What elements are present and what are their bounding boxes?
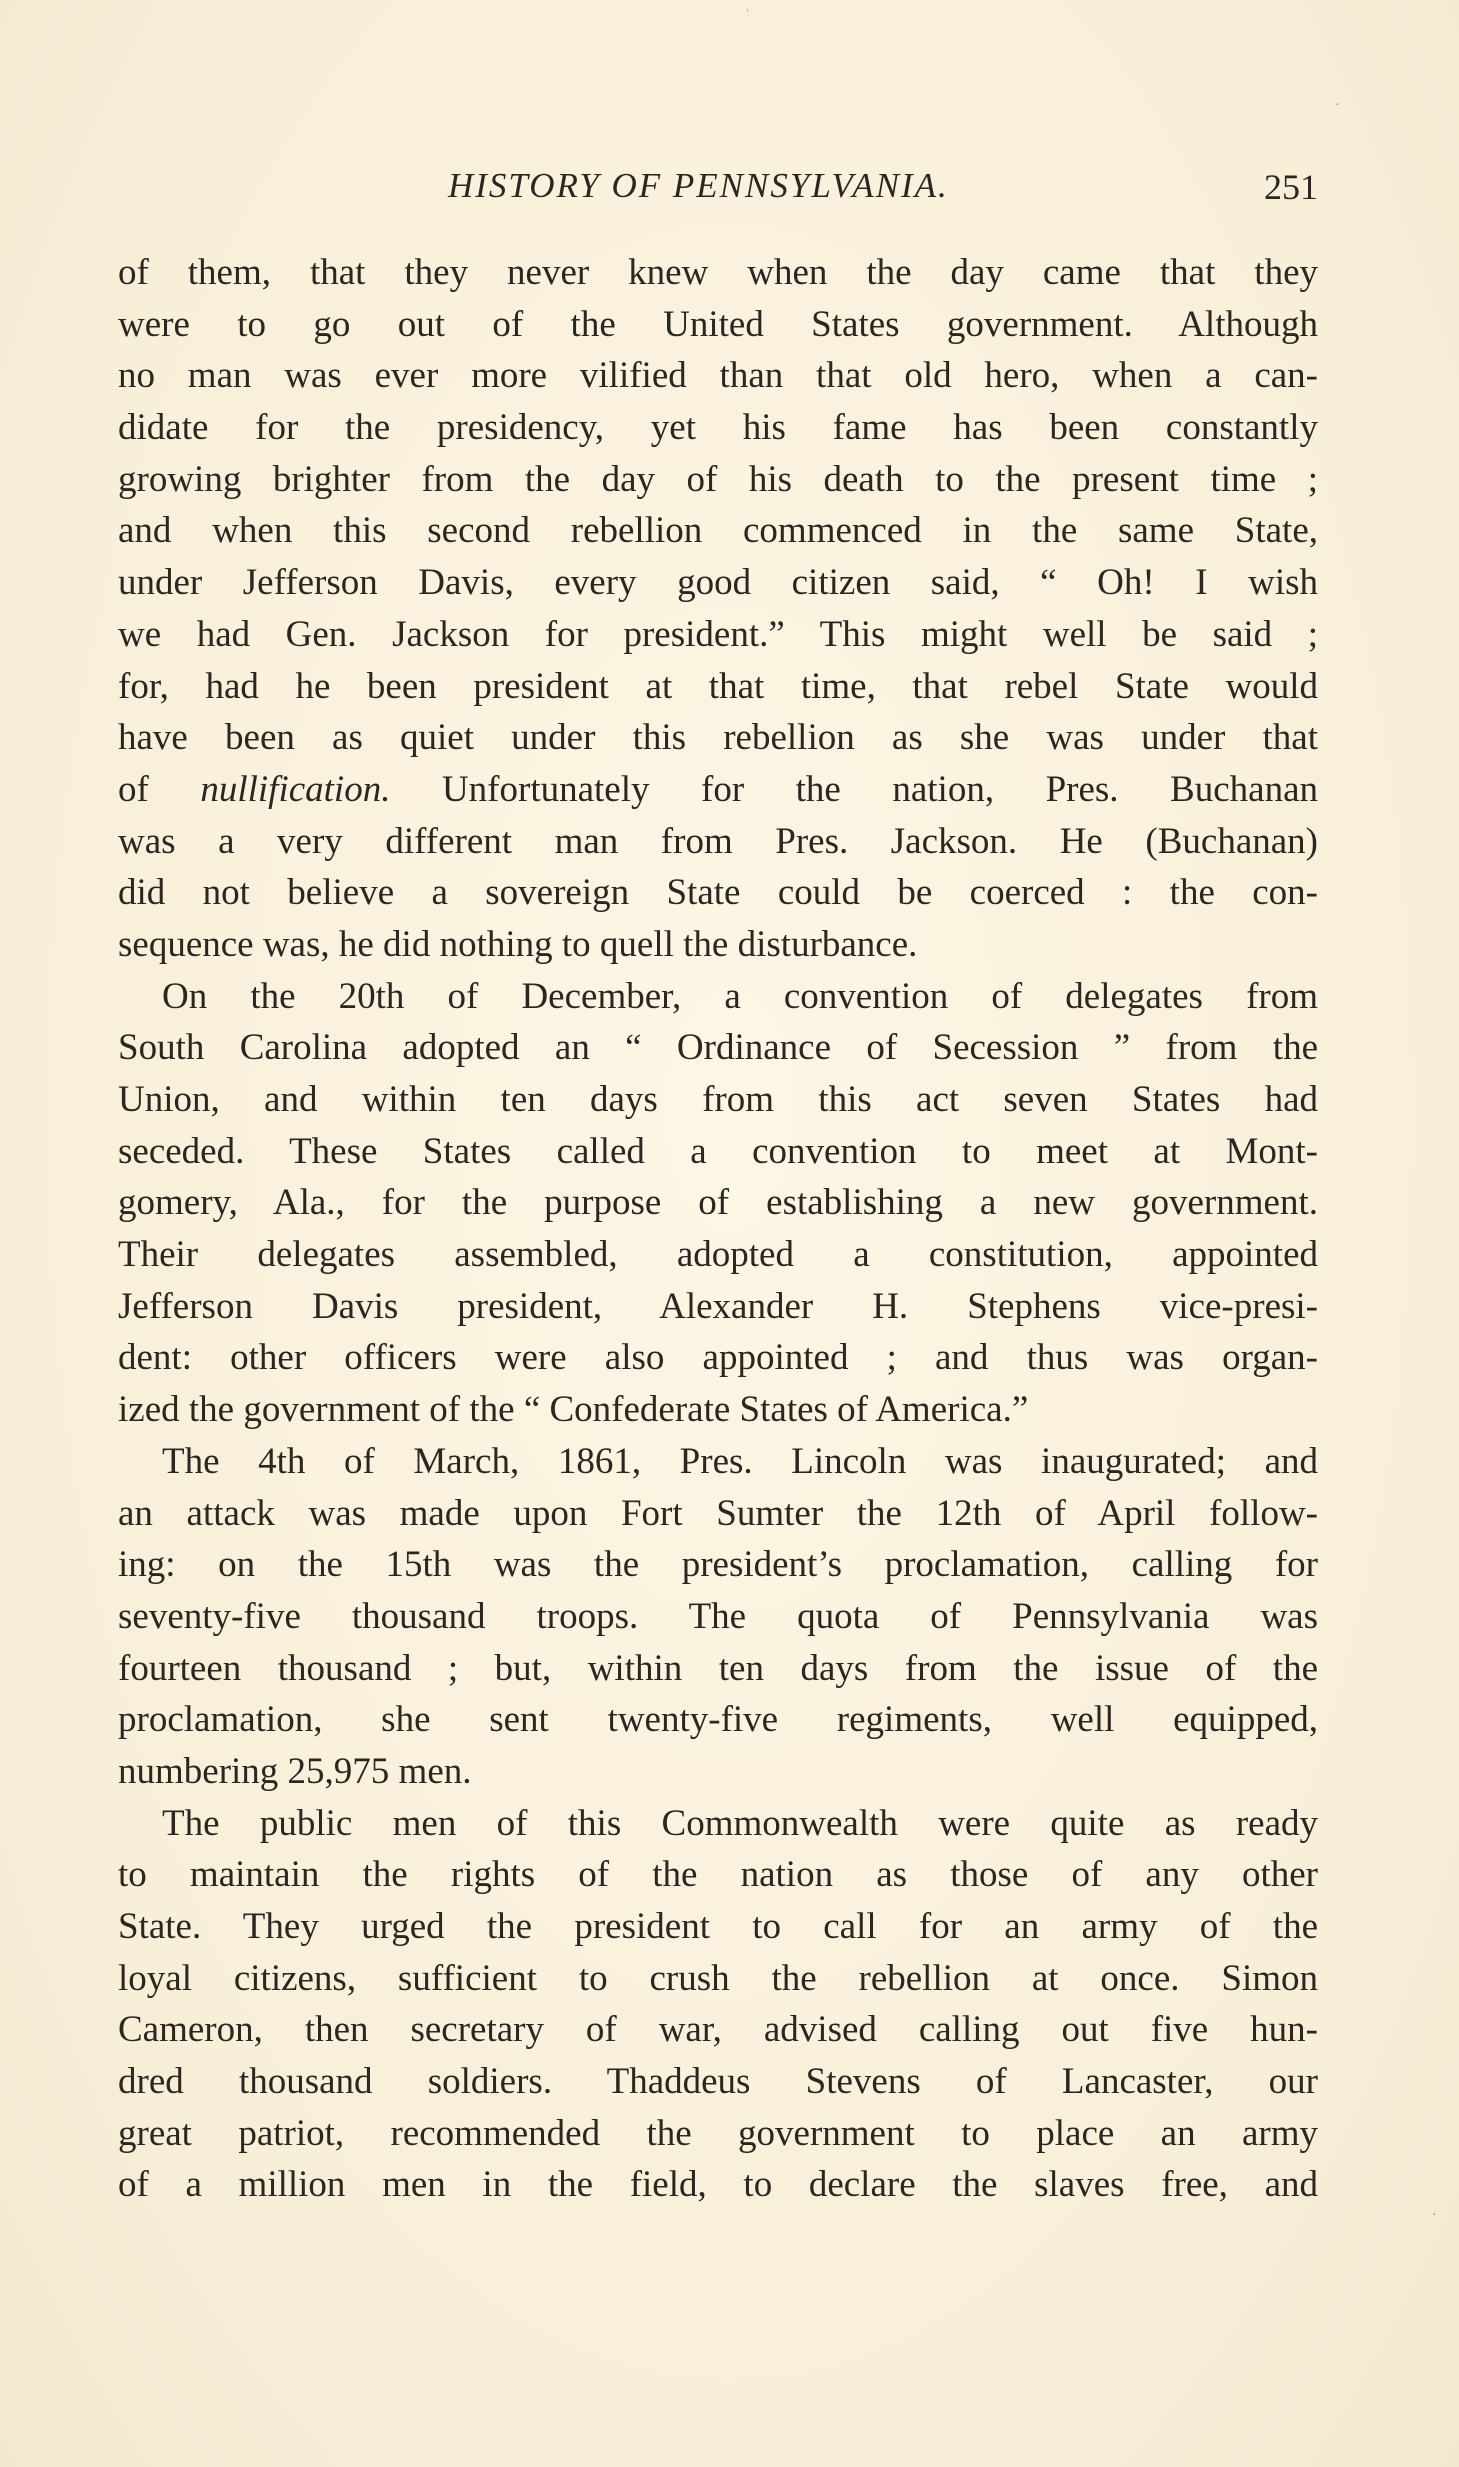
text-line: and when this second rebellion commenced in the same State, [118,510,1318,552]
text-line: The public men of this Commonwealth were quite as ready [162,1802,1318,1844]
text-line: Cameron, then secretary of war, advised calling out five hun- [118,2009,1318,2051]
text-line: Jefferson Davis president, Alexander H. Stephens vice-presi- [118,1285,1318,1327]
text-line: didate for the presidency, yet his fame has been constantly [118,407,1318,449]
text-line: did not believe a sovereign State could be coerced : the con- [118,872,1318,914]
text-line: seventy-five thousand troops. The quota of Pennsylvania was [118,1595,1318,1637]
page-header [118,166,1318,214]
text-line: growing brighter from the day of his death to the present time ; [118,458,1318,500]
text-line: dent: other officers were also appointed ; and thus was organ- [118,1337,1318,1379]
text-line: no man was ever more vilified than that old hero, when a can- [118,355,1318,397]
text-fragment: Unfortunately for the nation, Pres. Buchanan [390,768,1318,810]
body-text [118,247,1318,2211]
text-line: have been as quiet under this rebellion as she was under that [118,717,1318,759]
italic-word: nullification. [200,768,391,810]
text-line: was a very different man from Pres. Jackson. He (Buchanan) [118,820,1318,862]
text-line: seceded. These States called a convention to meet at Mont- [118,1130,1318,1172]
text-line: great patriot, recommended the government to place an army [118,2112,1318,2154]
text-line: The 4th of March, 1861, Pres. Lincoln was inaugurated; and [162,1440,1318,1482]
text-fragment: of [118,768,201,810]
text-line: to maintain the rights of the nation as those of any other [118,1854,1318,1896]
text-line: On the 20th of December, a convention of delegates from [162,975,1318,1017]
text-line: State. They urged the president to call for an army of the [118,1906,1318,1947]
text-line: of them, that they never knew when the day came that they [118,252,1318,293]
page-number: 251 [1264,167,1318,207]
text-line: dred thousand soldiers. Thaddeus Stevens of Lancaster, our [118,2061,1318,2103]
text-line: numbering 25,975 men. [118,1750,472,1792]
text-line: Their delegates assembled, adopted a constitution, appointed [118,1234,1318,1276]
text-line: fourteen thousand ; but, within ten days from the issue of the [118,1647,1318,1689]
running-head: HISTORY OF PENNSYLVANIA. [448,166,949,205]
text-line: of a million men in the field, to declare the slaves free, and [118,2164,1318,2206]
text-line: under Jefferson Davis, every good citizen said, “ Oh! I wish [118,562,1318,604]
paper-speck: · [1432,2208,1437,2223]
text-line: loyal citizens, sufficient to crush the rebellion at once. Simon [118,1957,1318,1999]
text-line [118,764,1318,816]
text-line: ized the government of the “ Confederate States of America.” [118,1389,1029,1431]
text-line: we had Gen. Jackson for president.” This might well be said ; [118,613,1318,655]
text-line: gomery, Ala., for the purpose of establishing a new government. [118,1182,1318,1224]
text-line: an attack was made upon Fort Sumter the 12th of April follow- [118,1492,1318,1534]
text-line: Union, and within ten days from this act seven States had [118,1079,1318,1120]
text-line: sequence was, he did nothing to quell the disturbance. [118,923,918,965]
text-line: South Carolina adopted an “ Ordinance of Secession ” from the [118,1027,1318,1069]
paper-speck: ˈ [745,8,750,23]
text-line: ing: on the 15th was the president’s proclamation, calling for [118,1544,1318,1586]
text-line: for, had he been president at that time, that rebel State would [118,665,1318,707]
paper-speck: · [1335,98,1340,113]
text-line: were to go out of the United States government. Although [118,303,1318,345]
text-line: proclamation, she sent twenty-five regiments, well equipped, [118,1699,1318,1741]
